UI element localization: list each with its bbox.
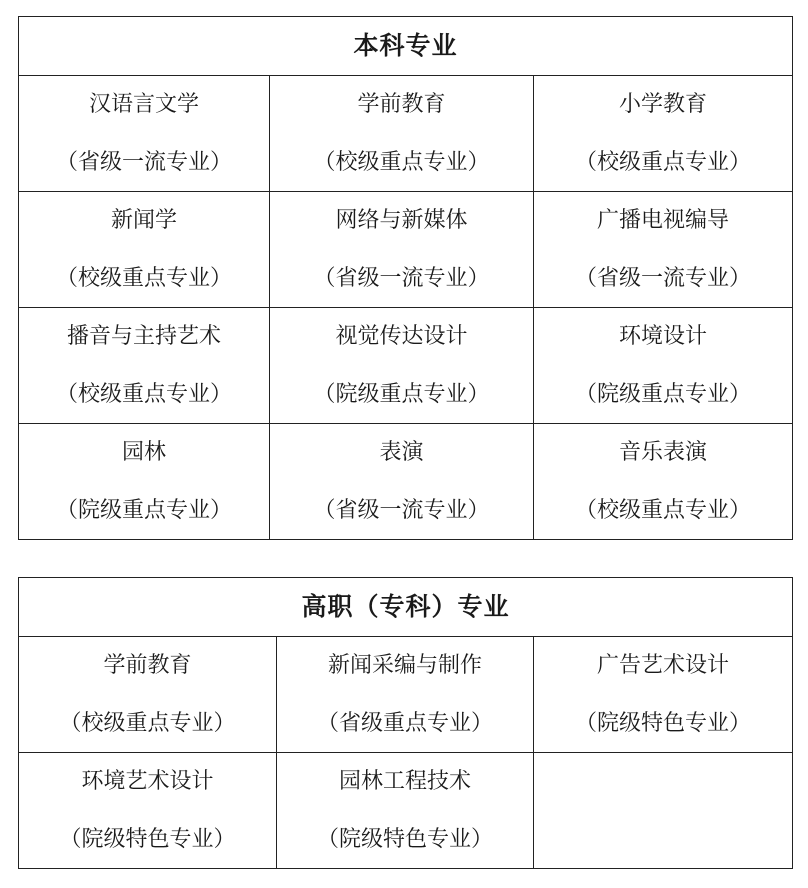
major-cell	[270, 424, 534, 540]
major-level: （省级一流专业）	[55, 150, 232, 175]
major-level: （校级重点专业）	[55, 266, 232, 291]
major-cell	[19, 424, 270, 540]
major-level: （省级一流专业）	[313, 498, 490, 523]
major-cell	[270, 192, 534, 308]
vocational-majors-table	[18, 577, 793, 869]
major-cell	[19, 753, 277, 869]
major-name: 环境设计	[619, 324, 708, 349]
major-cell	[270, 308, 534, 424]
major-name: 环境艺术设计	[81, 769, 214, 794]
major-level: （校级重点专业）	[313, 150, 490, 175]
major-cell	[19, 192, 270, 308]
major-level: （院级重点专业）	[313, 382, 490, 407]
major-level: （院级重点专业）	[55, 498, 232, 523]
major-name: 学前教育	[357, 92, 446, 117]
major-level: （省级一流专业）	[575, 266, 752, 291]
major-cell	[270, 76, 534, 192]
major-level: （校级重点专业）	[59, 711, 236, 736]
major-level: （院级特色专业）	[574, 711, 751, 736]
major-cell	[534, 424, 793, 540]
major-cell	[277, 637, 534, 753]
major-name: 视觉传达设计	[335, 324, 468, 349]
major-cell	[19, 637, 277, 753]
major-name: 音乐表演	[619, 440, 708, 465]
vocational-table-title: 高职（专科）专业	[19, 578, 793, 637]
major-level: （院级特色专业）	[316, 827, 493, 852]
major-level: （省级一流专业）	[313, 266, 490, 291]
major-name: 学前教育	[103, 653, 192, 678]
major-name: 小学教育	[619, 92, 708, 117]
major-name: 广播电视编导	[597, 208, 730, 233]
major-name: 表演	[379, 440, 424, 465]
major-name: 新闻采编与制作	[327, 653, 482, 678]
major-level: （院级重点专业）	[575, 382, 752, 407]
major-name: 园林	[121, 440, 166, 465]
undergrad-majors-table	[18, 16, 793, 540]
major-name: 网络与新媒体	[335, 208, 468, 233]
major-cell	[19, 76, 270, 192]
major-level: （校级重点专业）	[575, 498, 752, 523]
major-cell	[534, 308, 793, 424]
major-cell	[19, 308, 270, 424]
major-name: 新闻学	[110, 208, 177, 233]
major-cell	[534, 192, 793, 308]
major-level: （省级重点专业）	[316, 711, 493, 736]
major-name: 播音与主持艺术	[66, 324, 221, 349]
major-cell	[534, 76, 793, 192]
major-name: 汉语言文学	[88, 92, 199, 117]
major-name: 园林工程技术	[338, 769, 471, 794]
major-cell	[534, 637, 793, 753]
major-level: （校级重点专业）	[55, 382, 232, 407]
empty-cell	[534, 753, 793, 869]
undergrad-table-title: 本科专业	[19, 17, 793, 76]
major-name: 广告艺术设计	[596, 653, 729, 678]
major-cell	[277, 753, 534, 869]
major-level: （院级特色专业）	[59, 827, 236, 852]
major-level: （校级重点专业）	[575, 150, 752, 175]
